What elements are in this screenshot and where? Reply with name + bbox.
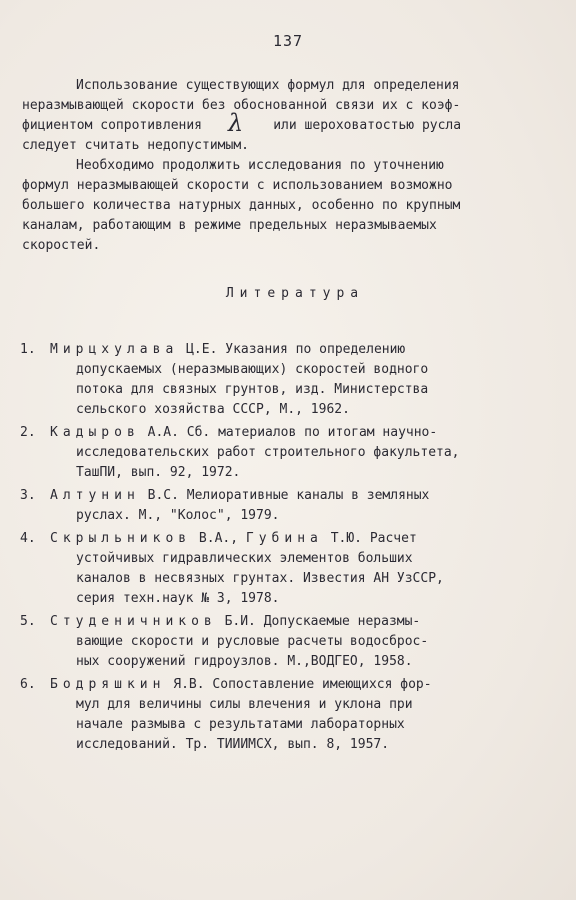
reference-author: Бодряшкин	[50, 677, 166, 692]
reference-item: 5. Студеничников Б.И. Допускаемые неразмы- вающие скорости и русловые расчеты водосброс- ных сооружений гидроузлов. М.,ВОДГЕО, 1958.	[20, 612, 520, 672]
reference-item: 6. Бодряшкин Я.В. Сопоставление имеющихся фор- мул для величины силы влечения и уклона при начале размыва с результатами лабораторных исследований. Тр. ТИИИМСХ, вып. 8, 1957.	[20, 675, 520, 755]
reference-author: Скрыльников	[50, 531, 192, 546]
reference-author: Алтунин	[50, 488, 140, 503]
reference-continuation: ТашПИ, вып. 92, 1972.	[76, 465, 241, 480]
reference-author: Кадыров	[50, 425, 140, 440]
paragraph-2-line-2: формул неразмывающей скорости с использованием возможно	[22, 178, 453, 193]
lambda-symbol: λ	[228, 109, 244, 137]
reference-author: Студеничников	[50, 614, 217, 629]
reference-item: 1. Мирцхулава Ц.Е. Указания по определению допускаемых (неразмывающих) скоростей водного потока для связных грунтов, изд. Министерства сельского хозяйства СССР, М., 1962.	[20, 340, 520, 420]
reference-continuation: руслах. М., "Колос", 1979.	[76, 508, 280, 523]
reference-continuation: ных сооружений гидроузлов. М.,ВОДГЕО, 1958.	[76, 654, 413, 669]
paragraph-1-line-1: Использование существующих формул для определения	[76, 78, 460, 93]
reference-continuation: каналов в несвязных грунтах. Известия АН УзССР,	[76, 571, 444, 586]
reference-continuation: потока для связных грунтов, изд. Министерства	[76, 382, 429, 397]
reference-continuation: вающие скорости и русловые расчеты водосброс-	[76, 634, 429, 649]
reference-continuation: сельского хозяйства СССР, М., 1962.	[76, 402, 350, 417]
reference-number: 6.	[20, 677, 36, 692]
paragraph-1-line-4: следует считать недопустимым.	[22, 138, 249, 153]
body-text	[22, 76, 512, 256]
reference-continuation: исследовательских работ строительного факультета,	[76, 445, 460, 460]
reference-coauthor: Губина	[245, 531, 323, 546]
paragraph-1-line-3: фициентом сопротивления λ или шероховатостью русла	[22, 109, 462, 137]
references-list	[20, 340, 520, 758]
reference-continuation: серия техн.наук № 3, 1978.	[76, 591, 280, 606]
page-number: 137	[272, 32, 304, 50]
reference-continuation: допускаемых (неразмывающих) скоростей водного	[76, 362, 429, 377]
reference-number: 2.	[20, 425, 36, 440]
paragraph-2-line-1: Необходимо продолжить исследования по уточнению	[76, 158, 444, 173]
reference-continuation: исследований. Тр. ТИИИМСХ, вып. 8, 1957.	[76, 737, 390, 752]
reference-continuation: устойчивых гидравлических элементов больших	[76, 551, 413, 566]
reference-item: 4. Скрыльников В.А., Губина Т.Ю. Расчет устойчивых гидравлических элементов больших каналов в несвязных грунтах. Известия АН УзССР, серия техн.наук № 3, 1978.	[20, 529, 520, 609]
reference-number: 5.	[20, 614, 36, 629]
paragraph-2-line-3: большего количества натурных данных, особенно по крупным	[22, 198, 461, 213]
reference-number: 4.	[20, 531, 36, 546]
paragraph-2-line-4: каналам, работающим в режиме предельных неразмываемых	[22, 218, 437, 233]
reference-number: 1.	[20, 342, 36, 357]
paragraph-2-line-5: скоростей.	[22, 238, 101, 253]
references-heading: Литература	[225, 286, 365, 301]
reference-item: 2. Кадыров А.А. Сб. материалов по итогам научно- исследовательских работ строительного факультета, ТашПИ, вып. 92, 1972.	[20, 423, 520, 483]
reference-number: 3.	[20, 488, 36, 503]
reference-author: Мирцхулава	[50, 342, 179, 357]
reference-continuation: начале размыва с результатами лабораторных	[76, 717, 405, 732]
reference-continuation: мул для величины силы влечения и уклона при	[76, 697, 413, 712]
reference-item: 3. Алтунин В.С. Мелиоративные каналы в земляных руслах. М., "Колос", 1979.	[20, 486, 520, 526]
paragraph-1-line-2: неразмывающей скорости без обоснованной связи их с коэф-	[22, 98, 461, 113]
